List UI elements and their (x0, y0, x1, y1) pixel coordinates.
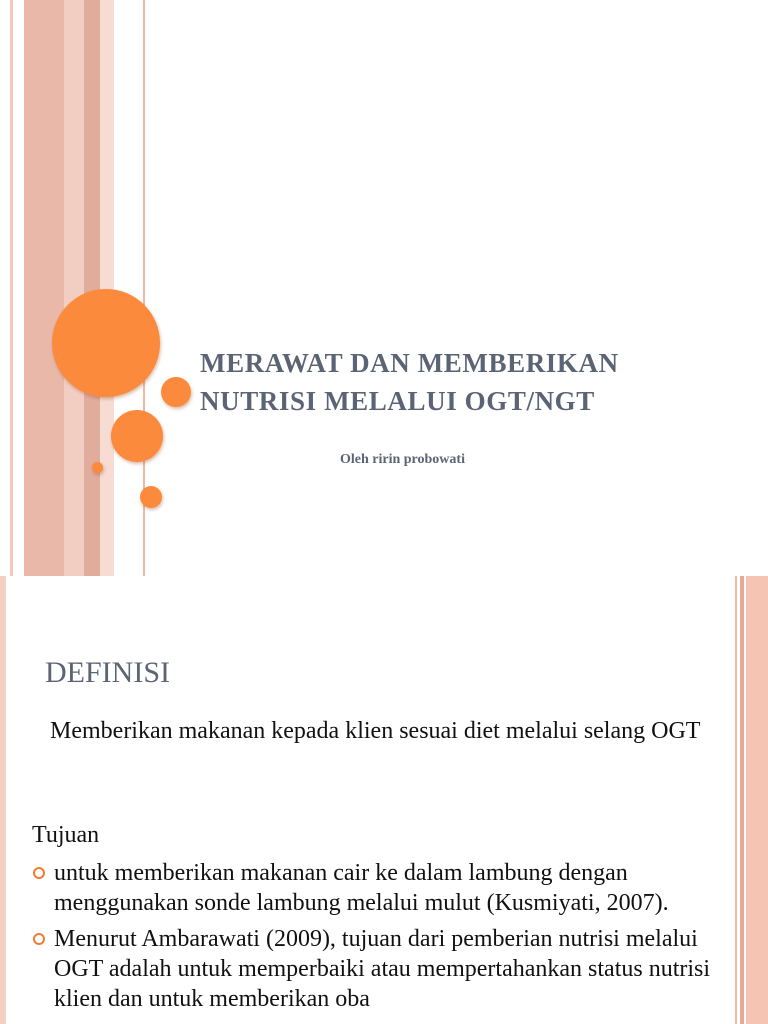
decorative-circle (161, 377, 191, 407)
decorative-circle (140, 486, 162, 508)
tujuan-label: Tujuan (32, 822, 100, 848)
bullet-circle-icon (33, 867, 45, 879)
decorative-circle (92, 462, 103, 473)
list-item (32, 924, 732, 1014)
section-heading: DEFINISI (45, 656, 170, 689)
decorative-band (740, 576, 744, 1024)
list-item-text: Menurut Ambarawati (2009), tujuan dari pemberian nutrisi melalui OGT adalah untuk memperbaiki atau mempertahankan status nutrisi klien dan untuk memberikan oba (54, 926, 711, 1012)
decorative-band (746, 576, 768, 1024)
author-subtitle: Oleh ririn probowati (340, 452, 465, 467)
decorative-band (84, 0, 100, 576)
decorative-band (10, 0, 13, 576)
definition-text: Memberikan makanan kepada klien sesuai diet melalui selang OGT (50, 718, 701, 744)
decorative-circle (111, 410, 163, 462)
slide-title-line-1: MERAWAT DAN MEMBERIKAN (200, 348, 619, 378)
definition-slide (0, 576, 768, 1024)
list-item-text: untuk memberikan makanan cair ke dalam lambung dengan menggunakan sonde lambung melalui mulut (Kusmiyati, 2007). (54, 860, 669, 916)
decorative-line (735, 576, 737, 1024)
slide-title (200, 344, 760, 420)
bullet-circle-icon (33, 933, 45, 945)
decorative-band (24, 0, 64, 576)
slide-title-line-2: NUTRISI MELALUI OGT/NGT (200, 386, 595, 416)
list-item (32, 858, 732, 918)
decorative-band (0, 576, 6, 1024)
decorative-band (64, 0, 84, 576)
decorative-circle (52, 289, 160, 397)
bullet-list (32, 858, 732, 1020)
decorative-band (100, 0, 114, 576)
